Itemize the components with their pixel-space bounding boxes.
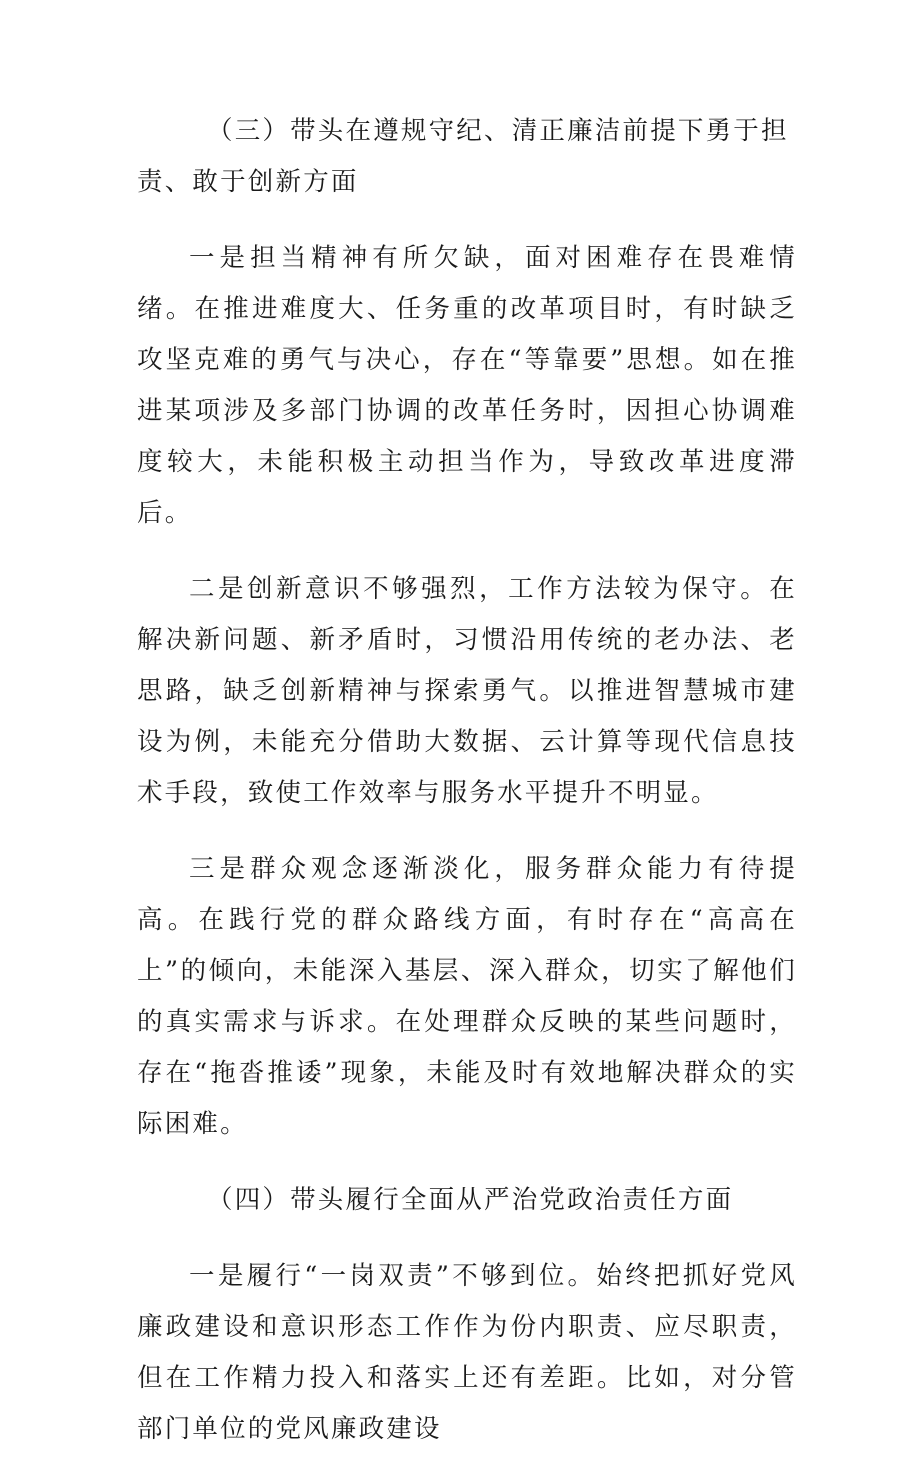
paragraph-3-1: 一是担当精神有所欠缺，面对困难存在畏难情绪。在推进难度大、任务重的改革项目时，有时缺乏攻坚克难的勇气与决心，存在“等靠要”思想。如在推进某项涉及多部门协调的改革任务时，因担心协调难度较大，未能积极主动担当作为，导致改革进度滞后。 <box>137 243 797 528</box>
section-heading-4: （四）带头履行全面从严治党政治责任方面 <box>207 1185 734 1215</box>
paragraph-3-3: 三是群众观念逐渐淡化，服务群众能力有待提高。在践行党的群众路线方面，有时存在“高高在上”的倾向，未能深入基层、深入群众，切实了解他们的真实需求与诉求。在处理群众反映的某些问题时，存在“拖沓推诿”现象，未能及时有效地解决群众的实际困难。 <box>137 854 797 1139</box>
paragraph-4-1: 一是履行“一岗双责”不够到位。始终把抓好党风廉政建设和意识形态工作作为份内职责、应尽职责，但在工作精力投入和落实上还有差距。比如，对分管部门单位的党风廉政建设 <box>137 1261 797 1444</box>
section-heading-3: （三）带头在遵规守纪、清正廉洁前提下勇于担责、敢于创新方面 <box>137 116 789 197</box>
paragraph-3-2: 二是创新意识不够强烈，工作方法较为保守。在解决新问题、新矛盾时，习惯沿用传统的老办法、老思路，缺乏创新精神与探索勇气。以推进智慧城市建设为例，未能充分借助大数据、云计算等现代信息技术手段，致使工作效率与服务水平提升不明显。 <box>137 574 797 808</box>
document-body <box>137 106 797 1480</box>
